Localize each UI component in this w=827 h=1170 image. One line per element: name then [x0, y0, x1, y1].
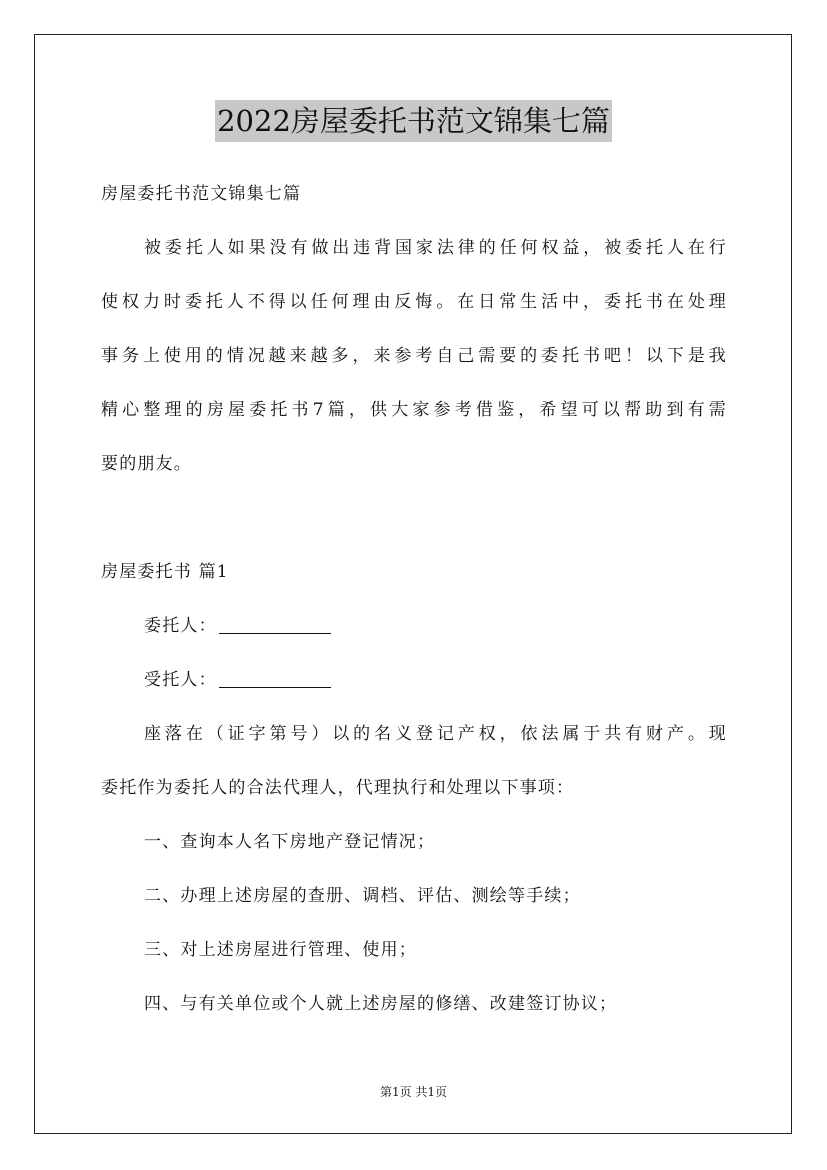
list-item: 一、查询本人名下房地产登记情况；	[144, 832, 436, 852]
title-container	[0, 100, 827, 142]
intro-line: 被委托人如果没有做出违背国家法律的任何权益，被委托人在行	[144, 238, 727, 258]
list-item: 三、对上述房屋进行管理、使用；	[144, 940, 417, 960]
intro-line: 事务上使用的情况越来越多，来参考自己需要的委托书吧！以下是我	[101, 346, 727, 366]
document-title: 2022房屋委托书范文锦集七篇	[215, 100, 612, 142]
page-footer: 第1页 共1页	[379, 1085, 448, 1099]
principal-blank-line	[219, 615, 331, 634]
agent-label: 受托人：	[144, 670, 217, 690]
body-line: 座落在（证字第号）以的名义登记产权，依法属于共有财产。现	[144, 724, 727, 744]
principal-row	[144, 613, 727, 639]
intro-line: 精心整理的房屋委托书7篇，供大家参考借鉴，希望可以帮助到有需	[101, 400, 727, 420]
agent-blank-line	[219, 669, 331, 688]
intro-line: 使权力时委托人不得以任何理由反悔。在日常生活中，委托书在处理	[101, 292, 727, 312]
section-heading: 房屋委托书 篇1	[101, 562, 229, 582]
body-line: 委托作为委托人的合法代理人，代理执行和处理以下事项：	[101, 778, 575, 798]
document-subtitle: 房屋委托书范文锦集七篇	[101, 184, 302, 204]
intro-line: 要的朋友。	[101, 454, 192, 474]
principal-label: 委托人：	[144, 616, 217, 636]
list-item: 四、与有关单位或个人就上述房屋的修缮、改建签订协议；	[144, 994, 618, 1014]
agent-row	[144, 667, 727, 693]
list-item: 二、办理上述房屋的查册、调档、评估、测绘等手续；	[144, 886, 581, 906]
